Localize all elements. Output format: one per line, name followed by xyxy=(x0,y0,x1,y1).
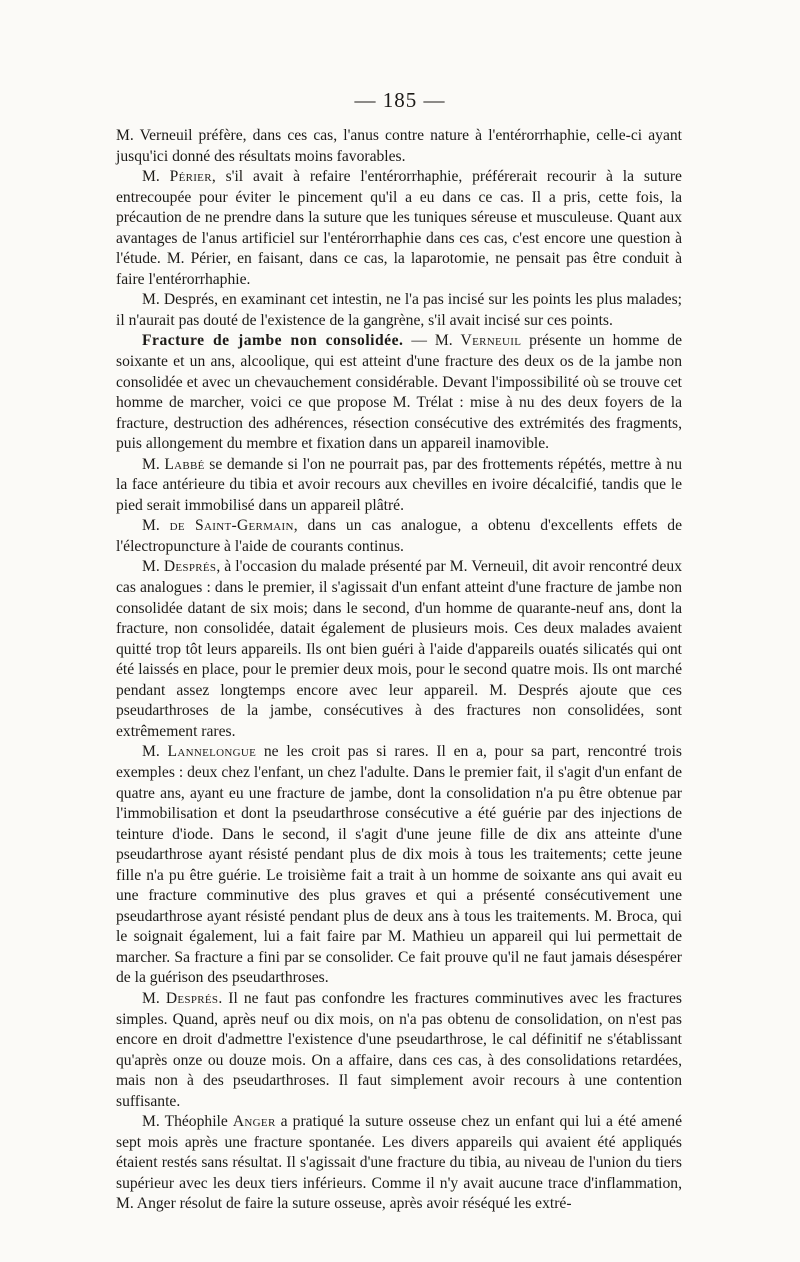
paragraph xyxy=(116,331,682,454)
text-run: M. xyxy=(142,558,164,576)
text-run: M. Théophile xyxy=(142,1113,233,1131)
paragraph xyxy=(116,126,682,167)
paragraph xyxy=(116,290,682,331)
text-run: M. xyxy=(142,168,170,186)
text-run: M. xyxy=(142,455,165,473)
paragraph xyxy=(116,557,682,742)
text-run: . Il ne faut pas confondre les fractures comminutives avec les fractures simples. Quand, après neuf ou dix mois, on n'a pas obtenu de consolidation, on n'est pas encore en droit d'admettre l'existence d'une pseudarthrose, le cal définitif ne s'établissant qu'après onze ou douze mois. On a affaire, dans ces cas, à des consolidations retardées, mais non à des pseudarthroses. Il faut simplement avoir recours à une contention suffisante. xyxy=(116,989,682,1110)
text-run: M. xyxy=(142,743,168,761)
paragraph xyxy=(116,455,682,517)
speaker-name: Verneuil xyxy=(460,332,522,350)
speaker-name: Anger xyxy=(232,1113,276,1131)
paragraph xyxy=(116,742,682,989)
paragraph xyxy=(116,516,682,557)
text-run: — M. xyxy=(403,332,461,350)
speaker-name: Labbé xyxy=(164,455,205,473)
speaker-name: de Saint-Germain xyxy=(169,517,294,535)
text-run: M. xyxy=(142,517,170,535)
speaker-name: Lannelongue xyxy=(167,743,257,761)
paragraph xyxy=(116,1112,682,1215)
text-run: M. xyxy=(142,989,166,1007)
text-run: M. Verneuil préfère, dans ces cas, l'anus contre nature à l'entérorrhaphie, celle-ci ayant jusqu'ici donné des résultats moins favorables. xyxy=(116,127,682,165)
text-run: a pratiqué la suture osseuse chez un enfant qui lui a été amené sept mois après une fracture spontanée. Les divers appareils qui avaient été appliqués étaient restés sans résultat. Il s'agissait d'une fracture du tibia, au niveau de l'union du tiers supérieur avec les deux tiers inférieurs. Comme il n'y avait aucune trace d'inflammation, M. Anger résolut de faire la suture osseuse, après avoir réséqué les extré- xyxy=(116,1113,682,1213)
page-number: — 185 — xyxy=(354,88,446,112)
text-run: présente un homme de soixante et un ans, alcoolique, qui est atteint d'une fracture des deux os de la jambe non consolidée et avec un chevauchement considérable. Devant l'impossibilité où se trouve cet homme de marcher, voici ce que propose M. Trélat : mise à nu des deux foyers de la fracture, destruction des adhérences, résection consécutive des extrémités des fragments, puis allongement du membre et fixation dans un appareil inamovible. xyxy=(116,332,682,453)
text-run: , dans un cas analogue, a obtenu d'excellents effets de l'électropuncture à l'aide de courants continus. xyxy=(116,517,682,555)
text-run: ne les croit pas si rares. Il en a, pour sa part, rencontré trois exemples : deux chez l'enfant, un chez l'adulte. Dans le premier fait, il s'agit d'un enfant de quatre ans, ayant eu une fracture de jambe, dont la consolidation n'a pu être obtenue par l'immobilisation et dont la pseudarthrose consécutive a été guérie par des injections de teinture d'iode. Dans le second, il s'agit d'une jeune fille de dix ans atteinte d'une pseudarthrose ayant résisté pendant plus de dix mois à tous les traitements; cette jeune fille n'a pu être guérie. Le troisième fait a trait à un homme de soixante ans qui avait eu une fracture comminutive des plus graves et qui a présenté consécutivement une pseudarthrose ayant résisté pendant plus de deux ans à tous les traitements. M. Broca, qui le soignait également, lui a fait faire par M. Mathieu un appareil qui lui permettait de marcher. Sa fracture a fini par se consolider. Ce fait prouve qu'il ne faut jamais désespérer de la guérison des pseudarthroses. xyxy=(116,743,682,987)
speaker-name: Després xyxy=(163,558,217,576)
paragraph xyxy=(116,167,682,290)
text-run: , s'il avait à refaire l'entérorrhaphie, préférerait recourir à la suture entrecoupée pour éviter le pincement qu'il a eu dans ce cas. Il a pris, cette fois, la précaution de ne prendre dans la suture que les tuniques séreuse et musculeuse. Quant aux avantages de l'anus artificiel sur l'entérorrhaphie dans ces cas, c'est encore une question à l'étude. M. Périer, en faisant, dans ce cas, la laparotomie, ne pensait pas être conduit à faire l'entérorrhaphie. xyxy=(116,168,682,288)
text-run: , à l'occasion du malade présenté par M. Verneuil, dit avoir rencontré deux cas analogues : dans le premier, il s'agissait d'un enfant atteint d'une fracture de jambe non consolidée datant de six mois; dans le second, d'un homme de quarante-neuf ans, dont la fracture, non consolidée, datait également de plusieurs mois. Ces deux malades avaient quitté trop tôt leurs appareils. Ils ont bien guéri à l'aide d'appareils ouatés silicatés qui ont été laissés en place, pour le premier deux mois, pour le second quatre mois. Ils ont marché pendant assez longtemps encore avec leur appareil. M. Després ajoute que ces pseudarthroses de la jambe, consécutives à des fractures non consolidées, sont extrêmement rares. xyxy=(116,558,682,740)
body-text xyxy=(116,126,682,1215)
speaker-name: Després xyxy=(165,989,219,1007)
text-run: M. Després, en examinant cet intestin, ne l'a pas incisé sur les points les plus malades; il n'aurait pas douté de l'existence de la gangrène, s'il avait incisé sur ces points. xyxy=(116,291,682,329)
paragraph xyxy=(116,989,682,1112)
section-heading: Fracture de jambe non consolidée. xyxy=(142,332,404,350)
text-run: se demande si l'on ne pourrait pas, par des frottements répétés, mettre à nu la face antérieure du tibia et avoir recours aux chevilles en ivoire décalcifié, tandis que le pied serait immobilisé dans un appareil plâtré. xyxy=(116,455,682,514)
speaker-name: Périer xyxy=(169,168,212,186)
